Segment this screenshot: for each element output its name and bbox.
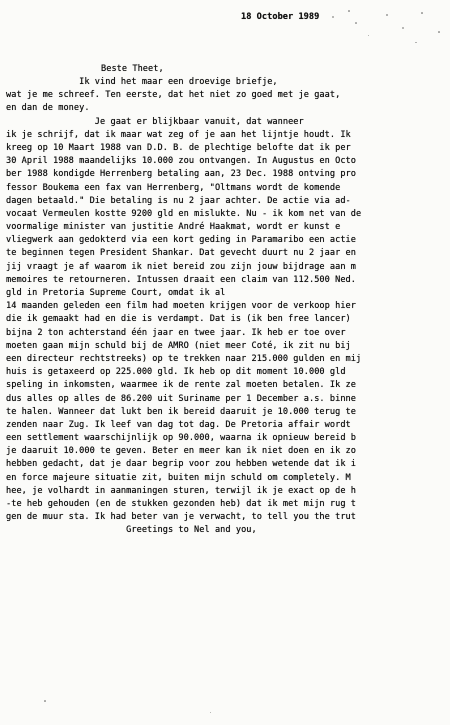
letter-line: -te heb gehouden (en de stukken gezonden heb) dat ik met mijn rug t <box>6 499 356 509</box>
letter-line: hebben gedacht, dat je daar begrip voor zou hebben wetende dat ik i <box>6 459 356 470</box>
scan-speck <box>368 35 369 36</box>
letter-line: gld in Pretoria Supreme Court, omdat ik al <box>6 288 231 298</box>
letter-line: Ik vind het maar een droevige briefje, <box>6 77 278 87</box>
letter-line: 30 April 1988 maandelijks 10.000 zou ontvangen. In Augustus en Octo <box>6 156 356 167</box>
letter-line: 14 maanden geleden een film had moeten krijgen voor de verkoop hier <box>6 301 356 312</box>
letter-line: die ik gemaakt had en die is verdampt. Dat is (ik ben free lancer) <box>6 314 351 325</box>
scan-speck <box>348 10 350 12</box>
scan-speck <box>44 700 46 702</box>
scan-speck <box>402 27 404 29</box>
letter-line: ik je schrijf, dat ik maar wat zeg of je aan het lijntje houdt. Ik <box>6 129 351 140</box>
letter-line: vocaat Vermeulen kostte 9200 gld en mislukte. Nu - ik kom net van de <box>6 208 362 219</box>
letter-line: ber 1988 kondigde Herrenberg betaling aan, 23 Dec. 1988 ontving pro <box>6 169 356 180</box>
letter-line: jij vraagt je af waarom ik niet bereid zou zijn jouw bijdrage aan m <box>6 261 356 272</box>
letter-line: een settlement waarschijnlijk op 90.000, waarna ik opnieuw bereid b <box>6 433 356 444</box>
letter-date: 18 October 1989 <box>241 12 320 22</box>
scan-speck <box>438 31 440 33</box>
letter-line: en dan de money. <box>6 103 90 114</box>
letter-line: gen de muur sta. Ik had beter van je verwacht, to tell you the trut <box>6 512 356 523</box>
letter-line: dagen betaald." Die betaling is nu 2 jaar achter. De actie via ad- <box>6 195 351 206</box>
letter-line: kreeg op 10 Maart 1988 van D.D. B. de plechtige belofte dat ik per <box>6 142 351 153</box>
letter-line: moeten gaan mijn schuld bij de AMRO (niet meer Coté, ik zit nu bij <box>6 340 351 351</box>
letter-line: Greetings to Nel and you, <box>6 525 257 536</box>
letter-body <box>6 76 361 538</box>
letter-line: zenden naar Zug. Ik leef van dag tot dag. De Pretoria affair wordt <box>6 419 351 430</box>
scan-speck <box>415 42 417 43</box>
scan-speck <box>332 16 334 18</box>
letter-line: huis is getaxeerd op 225.000 gld. Ik heb op dit moment 10.000 gld <box>6 367 346 378</box>
scan-speck <box>386 14 388 16</box>
scan-speck <box>210 712 211 713</box>
scan-speck <box>355 22 357 24</box>
letter-line: speling in inkomsten, waarmee ik de rente zal moeten betalen. Ik ze <box>6 380 356 391</box>
letter-line: wat je me schreef. Ten eerste, dat het niet zo goed met je gaat, <box>6 90 341 101</box>
letter-line: Je gaat er blijkbaar vanuit, dat wanneer <box>6 116 304 127</box>
letter-line: vliegwerk aan gedokterd via een kort geding in Paramaribo een actie <box>6 235 356 246</box>
letter-salutation: Beste Theet, <box>101 64 164 74</box>
letter-line: je daaruit 10.000 te geven. Beter en meer kan ik niet doen en ik zo <box>6 446 356 457</box>
letter-line: voormalige minister van justitie André Haakmat, wordt er kunst e <box>6 222 341 233</box>
letter-line: hee, je volhardt in aanmaningen sturen, terwijl ik je exact op de h <box>6 485 356 496</box>
letter-line: fessor Boukema een fax van Herrenberg, "Oltmans wordt de komende <box>6 182 341 193</box>
letter-line: dus alles op alles de 86.200 uit Suriname per 1 December a.s. binne <box>6 393 356 404</box>
letter-line: en force majeure situatie zit, buiten mijn schuld om completely. M <box>6 472 351 483</box>
letter-line: te halen. Wanneer dat lukt ben ik bereid daaruit je 10.000 terug te <box>6 406 356 417</box>
letter-line: memoires te retourneren. Intussen draait een claim van 112.500 Ned. <box>6 274 356 285</box>
letter-line: te beginnen tegen President Shankar. Dat gevecht duurt nu 2 jaar en <box>6 248 356 259</box>
letter-line: een directeur rechtstreeks) op te trekken naar 215.000 gulden en mij <box>6 353 362 364</box>
scan-speck <box>421 12 423 14</box>
letter-line: bijna 2 ton achterstand één jaar en twee jaar. Ik heb er toe over <box>6 327 346 338</box>
